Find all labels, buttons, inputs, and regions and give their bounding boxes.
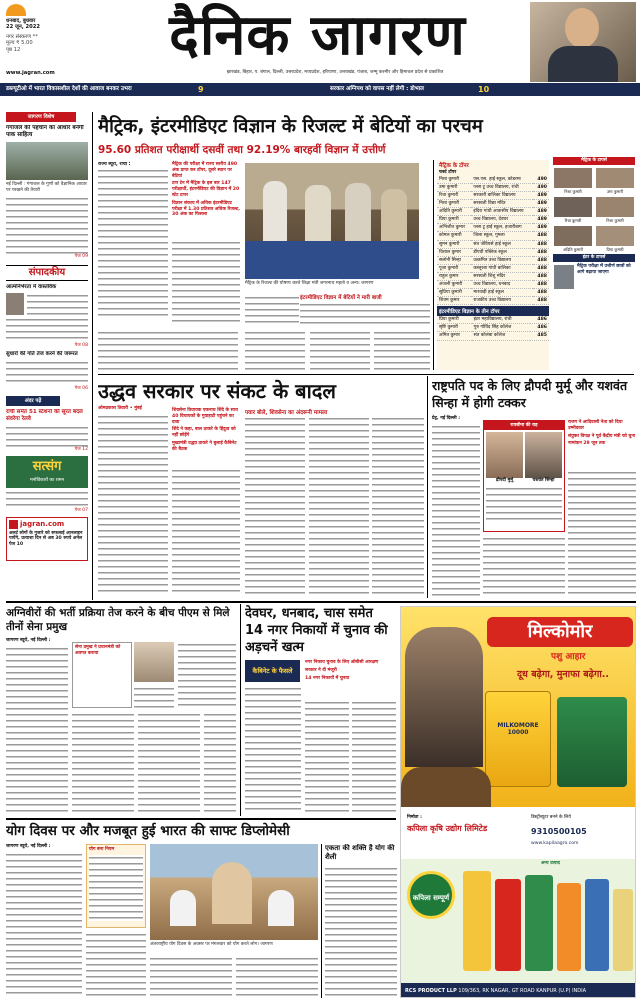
topper-row [437, 240, 549, 248]
sinha-photo [525, 432, 562, 478]
topper-photo [595, 167, 635, 194]
president-bullet-1: राजग ने आदिवासी नेता को दिया उम्मीदवार [568, 420, 623, 431]
masthead [0, 0, 640, 98]
lead-body-2 [245, 295, 299, 325]
topper-name: अमित कुमार [437, 332, 472, 340]
deoghar-bullet-1: नगर निकाय चुनाव के लिए ओबीसी आरक्षण [305, 660, 379, 665]
vishesh-text: नई दिल्ली : गंगाजल के गुणों को वैज्ञानिक आधार पर परखने की तैयारी [6, 182, 87, 193]
topper-school: संत कोलंबा कॉलेज [472, 332, 530, 340]
lead-dateline: राज्य ब्यूरो, रांची : [98, 162, 131, 167]
topper-marks: 485 [530, 332, 549, 340]
topper-school: इंटर महाविद्यालय, रांची [472, 316, 530, 324]
president-bullet-3: नामांकन 29 जून तक [568, 441, 606, 447]
lead-bullets [172, 162, 240, 238]
toppers-photo-tag2: इंटर के टापर्स [553, 254, 635, 262]
deoghar-bullets [305, 660, 395, 681]
teaser-right[interactable]: सरकार अग्निपथ को वापस नहीं लेगी : डोभाल [330, 86, 424, 92]
topper-row [437, 208, 549, 216]
topper-marks: 488 [533, 297, 549, 305]
masthead-photo [530, 2, 636, 82]
milkomore-ad[interactable] [400, 606, 636, 998]
topper-marks: 489 [533, 191, 549, 199]
topper-name: पूजा कुमारी [437, 264, 471, 272]
topper-photo [553, 225, 593, 252]
murmu-photo [486, 432, 523, 478]
uddhav-bullet-2: शिंदे ने कहा, बाल ठाकरे के हिंदुत्व को नहीं छोड़ेंगे [172, 427, 236, 439]
lead-photo [245, 163, 419, 279]
uddhav-sub: पवार बोले, शिवसेना का अंदरूनी मामला [245, 410, 328, 416]
lead-bullet-1: मैट्रिक की परीक्षा में राज्य स्तरीय 490 अंक प्राप्त कर टॉपर, दूसरे स्थान पर बेटियां [172, 162, 238, 179]
raisina-box [483, 420, 565, 532]
topper-photo [553, 196, 593, 223]
satsang-box [6, 456, 88, 488]
vishesh-page: पेज 09 [74, 253, 88, 259]
topper-name: शिवम कुमार [437, 297, 471, 305]
vishesh-headline[interactable]: गंगाजल की पहचान का आधार बनेगी पाक साहित्य [6, 125, 84, 138]
topper-marks: 486 [530, 324, 549, 332]
topper-row [437, 324, 549, 332]
agnipath-dateline: जागरण ब्यूरो, नई दिल्ली : [6, 638, 51, 643]
topper-name: कोमल कुमारी [437, 232, 471, 240]
topper-photo [595, 196, 635, 223]
ad-bag-2 [557, 697, 627, 787]
sun-logo-icon [6, 4, 26, 16]
topper-school: सरस्वती विद्या मंदिर [471, 200, 533, 208]
toppers-box-head: मैट्रिक परीक्षा में उत्तीर्ण छात्रों को आगे बढ़ाया जाएगा [577, 264, 631, 275]
topper-row [437, 332, 549, 340]
ad-bag-label: MILKOMORE 10000 [497, 722, 539, 736]
topper-marks: 489 [533, 216, 549, 224]
teaser-right-page: 10 [478, 85, 490, 94]
jagran-com-box[interactable] [6, 517, 88, 561]
topper-marks: 490 [533, 183, 549, 191]
ad-dealer: डिस्ट्रीब्यूटर बनने के लिये [531, 815, 571, 820]
topper-school: उत्क्रमित उच्च विद्यालय [471, 256, 533, 264]
topper-name: सुप्रिया कुमारी [437, 289, 471, 297]
agnipath-box-text: सेना प्रमुख ने प्रधानमंत्री को अवगत कराया [75, 645, 121, 656]
lead-sub2: इंटरमीडिएट विज्ञान में बेटियों ने मारी बाजी [300, 295, 382, 301]
ad-footer-address: 109/363, RK NAGAR, GT ROAD KANPUR (U.P) INDIA [458, 988, 587, 994]
topper-row [437, 200, 549, 208]
yoga-dateline: जागरण ब्यूरो, नई दिल्ली : [6, 844, 51, 849]
topper-name: प्रिया कुमारी [437, 216, 471, 224]
agnipath-box [72, 642, 132, 708]
modi-photo [134, 642, 174, 682]
toppers-photos [553, 157, 635, 372]
lead-bullet-3: विज्ञान संकाय में अधिक इंटरमीडिएट परीक्षा में 1.30 प्रतिशत अधिक रिजल्ट, 30 अंक का फिसला [172, 200, 240, 218]
topper-name: विशाल कुमार [437, 248, 471, 256]
topper-row [437, 264, 549, 272]
ad-cattle [401, 767, 491, 807]
inter-toppers-rows [437, 316, 549, 340]
raisina-tag: रायसीना की राह [484, 421, 564, 430]
inter-title: इंटरमीडिएट विज्ञान के तीन टॉपर [437, 306, 549, 316]
topper-school: राजकीय उच्च विद्यालय [471, 297, 533, 305]
toppers-rows [437, 176, 549, 306]
topper-photo [595, 225, 635, 252]
sidebar [6, 112, 88, 600]
uddhav-author: ओमप्रकाश तिवारी • मुंबई [98, 406, 142, 411]
topper-photo-name: निशा कुमारी [606, 218, 624, 223]
topper-row [437, 176, 549, 184]
topper-name: उमा कुमारी [437, 183, 471, 191]
topper-school: गुरु गोविंद सिंह कॉलेज [472, 324, 530, 332]
topper-marks: 488 [533, 264, 549, 272]
yoga-photo-caption: अंतरराष्ट्रीय योग दिवस के अवसर पर मंगलवार को योग करते लोग। जागरण [150, 942, 273, 947]
topper-school: उच्च विद्यालय, देवघर [471, 216, 533, 224]
topper-name: रिचा कुमारी [437, 191, 471, 199]
site-url[interactable]: www.jagran.com [6, 70, 55, 76]
satsang-headline: मनोविकारों का शमन [29, 477, 65, 483]
toppers-table [437, 160, 549, 370]
topper-marks: 490 [533, 176, 549, 184]
sinha-name: यशवंत सिन्हा [532, 478, 555, 483]
ad-actor-photo [405, 627, 483, 767]
toppers-photo-tag1: मैट्रिक के टापर्स [553, 157, 635, 165]
topper-marks: 489 [533, 200, 549, 208]
ad-tagline: दूध बढ़ेगा, मुनाफा बढ़ेगा.. [517, 669, 609, 680]
teaser-left-page: 9 [198, 85, 204, 94]
lead-headline[interactable]: मैट्रिक, इंटरमीडिएट विज्ञान के रिजल्ट में बेटियों का परचम [98, 116, 483, 137]
vishesh-tag: जागरण विशेष [6, 112, 76, 122]
ad-bag-1 [485, 691, 551, 787]
topper-row [437, 183, 549, 191]
uddhav-bullet-1: शिवसेना विधायक एकनाथ शिंदे के साथ 40 विधायकों के गुवाहाटी पहुंचने का दावा [172, 408, 238, 425]
edition-info: नगर संस्करण ** मूल्य ₹ 5.00 पृष्ठ 12 [6, 34, 38, 53]
editions-line: झारखंड, बिहार, प. बंगाल, दिल्ली, उत्तरप्रदेश, मध्यप्रदेश, हरियाणा, उत्तराखंड, पंजाब, जम्मू कश्मीर और हिमाचल प्रदेश से प्रकाशित [226, 70, 444, 75]
topper-school: एस.एस. हाई स्कूल, कोडरमा [471, 176, 533, 184]
sampadakiya-page: पेज 08 [74, 343, 88, 349]
topper-school: उच्च विद्यालय, धनबाद [471, 281, 533, 289]
president-bullet-2: संयुक्त विपक्ष ने पूर्व केंद्रीय मंत्री को चुना [568, 433, 636, 439]
sampadakiya-headline2[interactable]: सुधारों की गति तेज करने की जरूरत [6, 351, 78, 358]
ad-brand2-badge [407, 871, 455, 919]
topper-school: जिला स्कूल, गुमला [471, 232, 533, 240]
first-topper-label: फर्स्ट टॉपर [439, 170, 457, 175]
deoghar-body-1 [245, 686, 301, 814]
inter-topper-photo [553, 264, 575, 290]
lead-subhead: 95.60 प्रतिशत परीक्षार्थी दसवीं तथा 92.19% बारहवीं विज्ञान में उत्तीर्ण [98, 144, 386, 156]
teaser-left[interactable]: डब्ल्यूटीओ में भारत विकासशील देशों की आवाज बनकर उभरा [6, 86, 132, 92]
topper-school: मारवाड़ी हाई स्कूल [471, 289, 533, 297]
ad-maker-label: निर्माता : [407, 815, 422, 820]
jagran-com-text: अलर्ट लोगों के गुजारे को सफलाई आनलाइन पायेंगे, प्रत्याशा दिन से अब 30 रुपये अनेल पेज 10 [9, 530, 83, 548]
topper-marks: 488 [533, 256, 549, 264]
satsang-title: सत्संग [32, 458, 62, 474]
murmu-name: द्रौपदी मुर्मू [496, 478, 513, 483]
jagran-logo-icon [9, 520, 18, 529]
agnipath-body-1 [6, 646, 68, 814]
satsang-page: पेज 07 [74, 507, 88, 513]
topper-school: सरकारी बालिका विद्यालय [471, 191, 533, 199]
topper-school: प्लस टू उच्च विद्यालय, रांची [471, 183, 533, 191]
topper-name: राहुल कुमार [437, 272, 471, 280]
topper-row [437, 297, 549, 305]
teaser-bar [0, 83, 640, 96]
ad-footer [401, 983, 636, 998]
topper-marks: 488 [533, 240, 549, 248]
vishesh-photo [6, 142, 88, 180]
topper-photo-name: उमा कुमारी [606, 189, 624, 194]
sampadakiya-headline[interactable]: आत्मनिर्भरता में वास्तविक [6, 284, 57, 291]
andar-tag: अंदर पढ़ें [6, 396, 60, 406]
sampadakiya-page2: पेज 06 [74, 386, 88, 392]
topper-name: सृष्टि कुमारी [437, 324, 472, 332]
topper-marks: 486 [530, 316, 549, 324]
topper-photo-name: रिचा कुमारी [564, 218, 582, 223]
topper-photo-name: अदिति कुमारी [563, 247, 583, 252]
lead-bullet-2: टाप टेन में मैट्रिक के इस बार 147 परीक्षार्थी, इंटरमीडिएट की विज्ञान में 20 स्टेट टापर [172, 181, 240, 198]
topper-row [437, 224, 549, 232]
lead-body-3 [98, 330, 238, 370]
deoghar-bullet-2: सरकार ने दी मंजूरी [305, 667, 337, 673]
agnipath-headline[interactable]: अग्निवीरों की भर्ती प्रक्रिया तेज करने के बीच पीएम से मिले तीनों सेना प्रमुख [6, 607, 230, 633]
topper-marks: 488 [533, 232, 549, 240]
ad-footer-company: RCS PRODUCT LLP [405, 988, 457, 994]
toppers-title: मैट्रिक के टॉपर [439, 163, 469, 169]
topper-school: कस्तूरबा गांधी बालिका [471, 264, 533, 272]
ad-phone[interactable]: 9310500105 [531, 827, 587, 836]
topper-school: प्लस टू हाई स्कूल, हजारीबाग [471, 224, 533, 232]
ad-maker-band [401, 811, 636, 859]
topper-name: सलोनी सिन्हा [437, 256, 471, 264]
yoga-body-1 [6, 852, 82, 998]
topper-photo [553, 167, 593, 194]
jagran-com-label: jagran.com [20, 520, 65, 529]
topper-name: अदिति कुमारी [437, 208, 471, 216]
paper-title: दैनिक जागरण [169, 2, 466, 68]
topper-row [437, 248, 549, 256]
topper-name: निशा कुमारी [437, 176, 471, 184]
topper-row [437, 232, 549, 240]
topper-school: डीएवी पब्लिक स्कूल [471, 248, 533, 256]
topper-school: इंदिरा गांधी आवासीय विद्यालय [471, 208, 533, 216]
topper-row [437, 281, 549, 289]
topper-marks: 488 [533, 289, 549, 297]
president-headline[interactable]: राष्ट्रपति पद के लिए द्रौपदी मुर्मू और यशवंत सिन्हा में होगी टक्कर [432, 378, 628, 410]
uddhav-bullet-3: मुख्यमंत्री उद्धव ठाकरे ने बुलाई कैबिनेट की बैठक [172, 440, 237, 452]
president-body-1 [432, 424, 480, 596]
lead-photo-caption: मैट्रिक के रिजल्ट की घोषणा करते शिक्षा मंत्री जगरनाथ महतो व अन्य। जागरण [245, 281, 374, 286]
topper-row [437, 272, 549, 280]
lead-body [98, 162, 168, 324]
topper-name: प्रिया कुमारी [437, 316, 472, 324]
topper-marks: 488 [533, 272, 549, 280]
topper-photo-name: प्रिया कुमारी [606, 247, 624, 252]
yoga-headline[interactable]: योग दिवस पर और मजबूत हुई भारत की साफ्ट डिप्लोमेसी [6, 823, 290, 839]
topper-photo-name: निशा कुमारी [564, 189, 582, 194]
topper-marks: 489 [533, 208, 549, 216]
ad-products-band [401, 859, 636, 983]
topper-row [437, 289, 549, 297]
yoga-side-head[interactable]: एकता की शक्ति है योग की शैली [325, 844, 395, 861]
topper-row [437, 316, 549, 324]
yoga-box-title: योग बना नियम [89, 847, 115, 852]
ad-products-label: अन्य उत्पाद [541, 861, 560, 866]
president-dateline: प्रेट्र, नई दिल्ली : [432, 416, 461, 421]
topper-marks: 488 [533, 248, 549, 256]
topper-name: अभिजीत कुमार [437, 224, 471, 232]
topper-name: सुमन कुमारी [437, 240, 471, 248]
cabinet-tag: कैबिनेट के फैसले [245, 660, 300, 682]
ad-maker: कपिला कृषि उद्योग लिमिटेड [407, 824, 488, 833]
topper-name: अंजली कुमारी [437, 281, 471, 289]
deoghar-headline[interactable]: देवघर, धनबाद, चास समेत 14 नगर निकायों में चुनाव की अड़चनें खत्म [245, 606, 388, 655]
topper-marks: 489 [533, 224, 549, 232]
topper-row [437, 216, 549, 224]
topper-name: निशा कुमारी [437, 200, 471, 208]
uddhav-bullets [172, 408, 240, 453]
yoga-photo [150, 844, 318, 940]
topper-school: सरस्वती शिशु मंदिर [471, 272, 533, 280]
topper-row [437, 256, 549, 264]
ad-brand-sub: पशु आहार [551, 652, 586, 662]
author-photo [6, 293, 24, 315]
topper-school: संत जेवियर्स हाई स्कूल [471, 240, 533, 248]
sampadakiya-title: संपादकीय [6, 265, 88, 281]
ad-brand: मिल्कोमोर [487, 617, 633, 647]
topper-marks: 488 [533, 281, 549, 289]
uddhav-body-1 [98, 414, 168, 594]
uddhav-headline[interactable]: उद्धव सरकार पर संकट के बादल [98, 379, 336, 403]
deoghar-bullet-3: 14 नगर निकायों में चुनाव [305, 675, 350, 681]
topper-row [437, 191, 549, 199]
yoga-box [86, 844, 146, 928]
andar-headline[interactable]: रांची समेत 51 स्टेशनों की सूरत बदल संवरेगा रेलवे [6, 408, 83, 422]
president-bullets [568, 420, 636, 447]
ad-site[interactable]: www.kapilaagro.com [531, 841, 579, 846]
ad-brand2: कपिला सम्पूर्ण [412, 894, 450, 902]
city-date: धनबाद, बुधवार 22 जून, 2022 [6, 18, 40, 31]
andar-page: पेज 12 [74, 446, 88, 452]
